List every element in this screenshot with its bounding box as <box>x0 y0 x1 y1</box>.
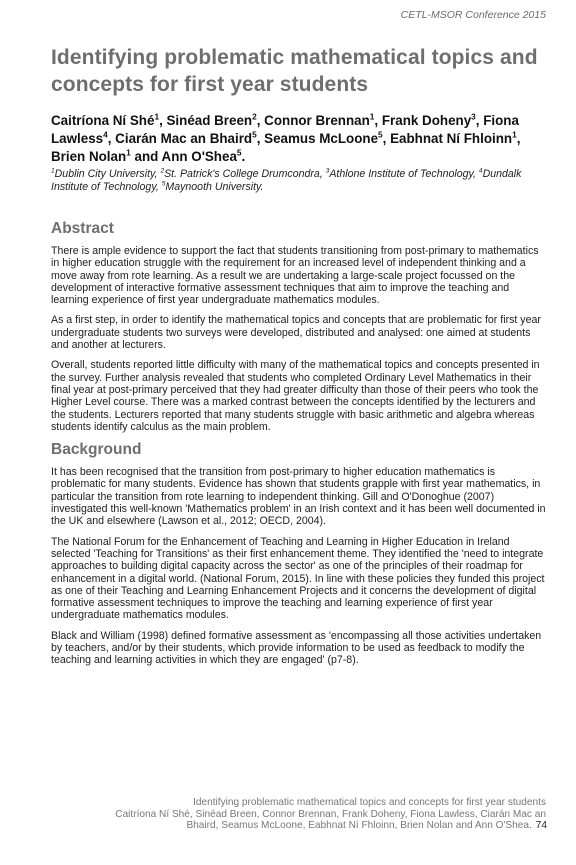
page-footer <box>26 797 546 832</box>
abstract-paragraph: As a first step, in order to identify the mathematical topics and concepts that are problematic for first year undergraduate students two surveys were developed, distributed and analysed: one aimed at students and another at lecturers. <box>51 314 541 352</box>
paper-title: Identifying problematic mathematical topics and concepts for first year students <box>51 46 538 96</box>
abstract-body <box>51 245 547 433</box>
running-header: CETL-MSOR Conference 2015 <box>400 9 546 21</box>
author-list: Caitríona Ní Shé$^1$, Sinéad Breen$^2$, Connor Brennan$^1$, Frank Doheny$^3$, Fiona Lawless$^4$, Ciarán Mac an Bhaird$^5$, Seamus McLoone$^5$, Eabhnat Ní Fhloinn$^1$, Brien Nolan$^1$ and Ann O'Shea$^5$. <box>51 111 521 164</box>
background-heading: Background <box>51 441 142 459</box>
footer-authors-line2 <box>26 820 547 832</box>
abstract-paragraph: There is ample evidence to support the fact that students transitioning from post-primary to mathematics in higher education struggle with the requirement for an increased level of independent thinking and a move away from rote learning. As a result we are undertaking a large-scale project focussed on the development of interactive formative assessment techniques that aim to improve the teaching and learning experience of first year undergraduate mathematics modules. <box>51 245 539 307</box>
background-paragraph: It has been recognised that the transition from post-primary to higher education mathematics is problematic for many students. Evidence has shown that students grapple with first year mathematics, in particular the transition from rote learning to independent thinking. Gill and O'Donoghue (2007) investigated this well-known 'Mathematics problem' in an Irish context and it has been well documented in the UK and elsewhere (Lawson et al., 2012; OECD, 2004). <box>51 466 546 528</box>
footer-authors-line1: Caitríona Ní Shé, Sinéad Breen, Connor Brennan, Frank Doheny, Fiona Lawless, Ciarán Mac an <box>115 808 546 820</box>
page-content <box>51 44 547 675</box>
footer-title: Identifying problematic mathematical topics and concepts for first year students <box>193 797 546 808</box>
page-number: 74 <box>535 820 547 832</box>
abstract-heading: Abstract <box>51 220 114 237</box>
abstract-paragraph: Overall, students reported little difficulty with many of the mathematical topics and concepts presented in the survey. Further analysis revealed that students who completed Ordinary Level Mathematics in their final year at post-primary perceived that they had greater difficulty than those of their peers who took the Higher Level course. There was a marked contrast between the concepts identified by the lecturers and the students. Lecturers reported that many students struggle with basic arithmetic and algebra whereas students identify calculus as the main problem. <box>51 359 540 433</box>
background-paragraph: Black and William (1998) defined formative assessment as 'encompassing all those activities undertaken by teachers, and/or by their students, which provide information to be used as feedback to modify the teaching and learning activities in which they are engaged' (p7-8). <box>51 629 542 667</box>
affiliations: $^1$Dublin City University, $^2$St. Patrick's College Drumcondra, $^3$Athlone Institute of Technology, $^4$Dundalk Institute of Technology, $^5$Maynooth University. <box>51 167 522 193</box>
footer-authors-line2-text: Bhaird, Seamus McLoone, Eabhnat Ní Fhloinn, Brien Nolan and Ann O'Shea. <box>186 820 532 832</box>
background-body <box>51 466 547 666</box>
background-paragraph: The National Forum for the Enhancement of Teaching and Learning in Higher Education in Ireland selected 'Teaching for Transitions' as their first enhancement theme. They identified the 'need to integrate approaches to building digital capacity across the sector' as one of the principles of their roadmap for enhancement in a digital world. (National Forum, 2015). In line with these policies they funded this project as one of their Teaching and Learning Enhancement Projects and it concerns the development of digital formative assessment techniques to improve the teaching and learning experience of first year undergraduate mathematics modules. <box>51 535 545 622</box>
